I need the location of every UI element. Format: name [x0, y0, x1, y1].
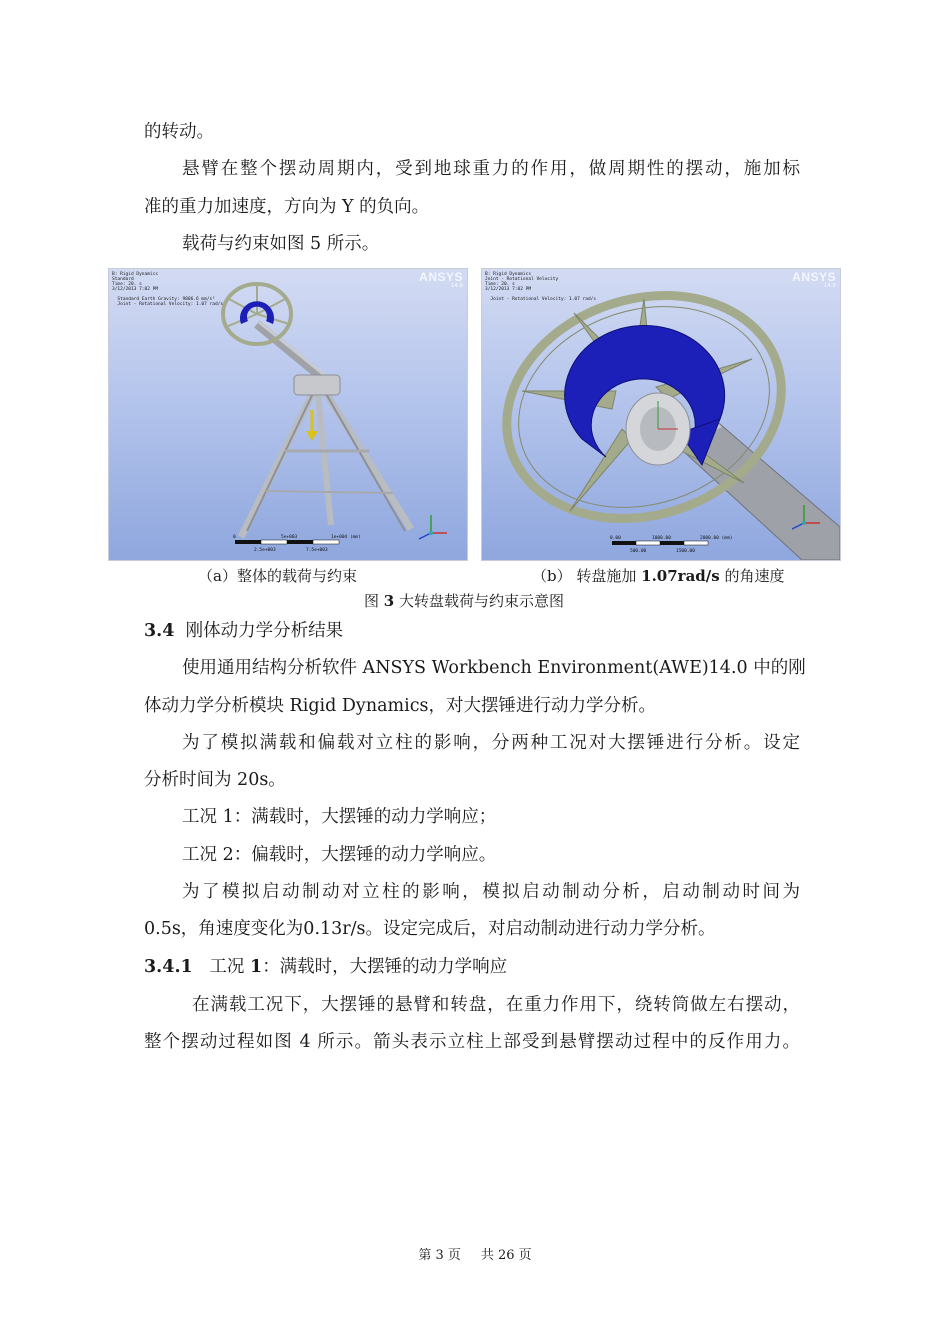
scale-b-label-1: 1000.00: [652, 536, 671, 541]
ansys-logo-text-b: ANSYS: [792, 270, 836, 284]
paragraph-7: 工况 2：偏载时，大摆锤的动力学响应。: [182, 845, 497, 865]
scale-b-label-0: 0.00: [610, 536, 621, 541]
paragraph-8-line-1: 为了模拟启动制动对立柱的影响，模拟启动制动分析，启动制动时间为: [182, 882, 800, 902]
figure-panel-a: [108, 268, 468, 561]
figure-caption-b: [532, 567, 785, 585]
heading-3-4-1-number: 3.4.1: [144, 957, 193, 977]
caption-b-post: 的角速度: [719, 567, 785, 585]
ansys-logo-b: [792, 271, 836, 289]
turntable-velocity-render: [482, 269, 840, 560]
paragraph-8-line-2: 0.5s，角速度变化为0.13r/s。设定完成后，对启动制动进行动力学分析。: [144, 919, 716, 939]
scale-a-label-0: 0: [233, 535, 236, 540]
overall-load-model-render: [109, 269, 467, 560]
footer-total-pages: 共 26 页: [480, 1248, 532, 1263]
scale-a-label-2: 1e+004 (mm): [331, 535, 361, 540]
scale-a-label-1: 5e+003: [281, 535, 298, 540]
heading-3-4-text: 刚体动力学分析结果: [185, 621, 344, 641]
ansys-version-b: 14.0: [824, 283, 836, 289]
ansys-logo: [419, 271, 463, 289]
section-heading-3-4: [144, 620, 800, 642]
caption-main-post: 大转盘载荷与约束示意图: [394, 592, 564, 610]
ansys-logo-text: ANSYS: [419, 270, 463, 284]
panel-b-header: B: Rigid Dynamics Joint - Rotational Velocity Time: 20. s 3/12/2013 7:02 PM Joint - Rotational Velocity: 1.07 rad/s: [485, 272, 597, 302]
paragraph-2-line-2: 准的重力加速度，方向为 Y 的负向。: [144, 197, 430, 217]
heading-3-4-1-post: ：满载时，大摆锤的动力学响应: [262, 957, 508, 977]
scale-b-label-4: 1500.00: [676, 549, 695, 554]
paragraph-4-line-2: 体动力学分析模块 Rigid Dynamics，对大摆锤进行动力学分析。: [144, 696, 656, 716]
section-heading-3-4-1: [144, 956, 800, 978]
paragraph-9-line-1: 在满载工况下，大摆锤的悬臂和转盘，在重力作用下，绕转筒做左右摆动，: [192, 995, 800, 1015]
heading-3-4-number: 3.4: [144, 621, 175, 641]
caption-main-num: 3: [383, 592, 395, 610]
figure-caption-a: （a）整体的载荷与约束: [198, 567, 357, 585]
figure-caption-main: [364, 592, 564, 610]
caption-main-pre: 图: [364, 592, 384, 610]
footer-page-number: 第 3 页: [418, 1248, 461, 1263]
caption-b-bold: 1.07rad/s: [641, 567, 720, 585]
panel-a-header: B: Rigid Dynamics Standard Time: 20. s 3/12/2013 7:02 PM Standard Earth Gravity: 9806.6 mm/s² Joint - Rotational Velocity: 1.07 rad/s: [112, 272, 224, 307]
paragraph-9-line-2: 整个摆动过程如图 4 所示。箭头表示立柱上部受到悬臂摆动过程中的反作用力。: [144, 1032, 800, 1052]
scale-a-label-3: 2.5e+003: [254, 548, 276, 553]
heading-3-4-1-pre: 工况: [209, 957, 250, 977]
scale-b-label-2: 2000.00 (mm): [700, 536, 733, 541]
paragraph-6: 工况 1：满载时，大摆锤的动力学响应；: [182, 807, 497, 827]
paragraph-5-line-2: 分析时间为 20s。: [144, 770, 286, 790]
paragraph-3: 载荷与约束如图 5 所示。: [182, 234, 380, 254]
scale-a-label-4: 7.5e+003: [306, 548, 328, 553]
heading-3-4-1-bold: 1: [250, 957, 263, 977]
figure-panel-b: [481, 268, 841, 561]
caption-b-pre: （b） 转盘施加: [532, 567, 642, 585]
paragraph-1: 的转动。: [144, 122, 214, 142]
page-footer: [0, 1248, 950, 1264]
paragraph-5-line-1: 为了模拟满载和偏载对立柱的影响，分两种工况对大摆锤进行分析。设定: [182, 733, 800, 753]
paragraph-2-line-1: 悬臂在整个摆动周期内，受到地球重力的作用，做周期性的摆动，施加标: [182, 159, 800, 179]
paragraph-4-line-1: 使用通用结构分析软件 ANSYS Workbench Environment(AWE)14.0 中的刚: [182, 658, 806, 678]
ansys-version: 14.0: [451, 283, 463, 289]
scale-b-label-3: 500.00: [630, 549, 647, 554]
